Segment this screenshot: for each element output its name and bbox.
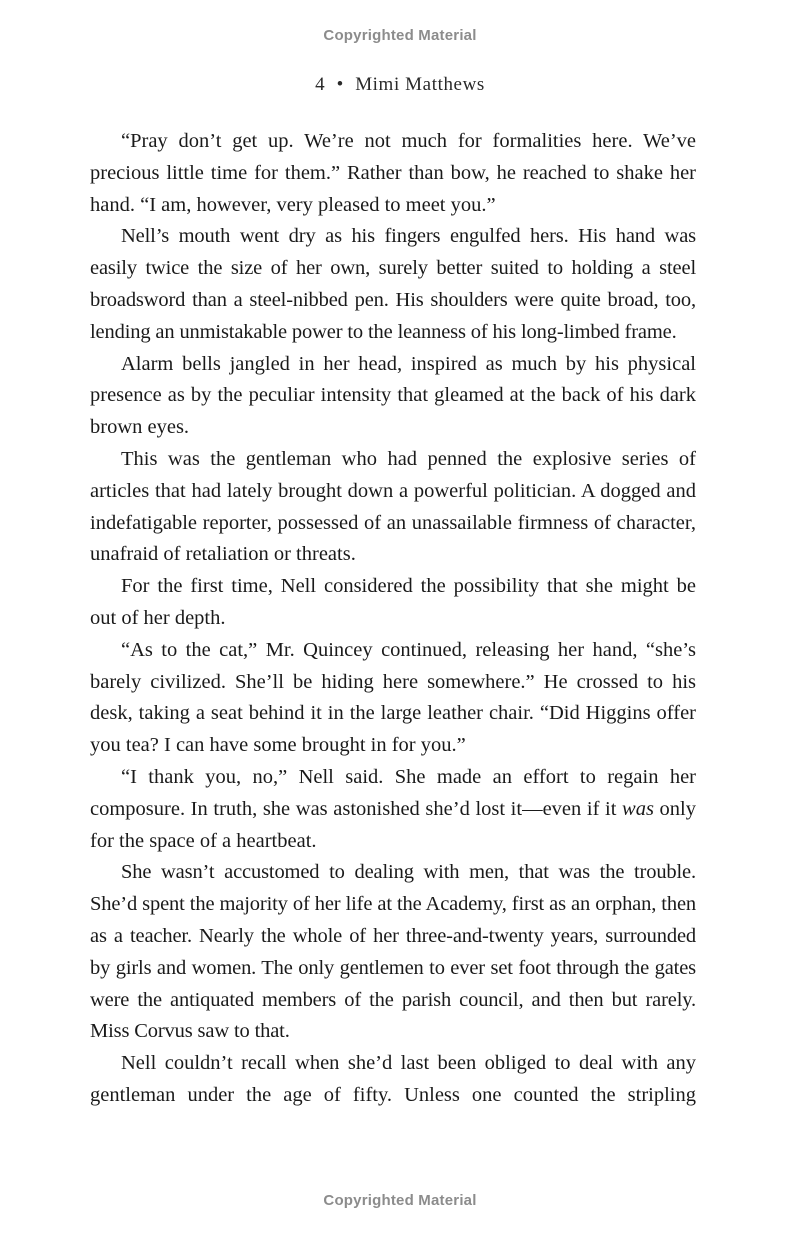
paragraph-7 xyxy=(90,762,696,857)
page-number: 4 xyxy=(315,74,326,95)
paragraph-8: She wasn’t accustomed to dealing with men, that was the trouble. She’d spent the majority of her life at the Academy, first as an orphan, then as a teacher. Nearly the whole of her three-and-twenty years, surrounded by girls and women. The only gentlemen to ever set foot through the gates were the antiquated members of the parish council, and then but rarely. Miss Corvus saw to that. xyxy=(90,861,696,1043)
paragraph-3: Alarm bells jangled in her head, inspired as much by his physical presence as by the peculiar intensity that gleamed at the back of his dark brown eyes. xyxy=(90,352,696,439)
running-head xyxy=(0,74,800,96)
copyright-watermark-bottom: Copyrighted Material xyxy=(323,1192,477,1209)
paragraph-7-text-before: “I thank you, no,” Nell said. She made an effort to regain her composure. In truth, she was astonished she’d lost it—even if it xyxy=(90,765,696,820)
paragraph-6: “As to the cat,” Mr. Quincey continued, releasing her hand, “she’s barely civilized. She’ll be hiding here somewhere.” He crossed to his desk, taking a seat behind it in the large leather chair. “Did Higgins offer you tea? I can have some brought in for you.” xyxy=(90,638,696,757)
paragraph-5: For the first time, Nell considered the possibility that she might be out of her depth. xyxy=(90,575,696,629)
paragraph-4: This was the gentleman who had penned the explosive series of articles that had lately brought down a powerful politician. A dogged and indefatigable reporter, possessed of an unassailable firmness of character, unafraid of retaliation or threats. xyxy=(90,447,696,566)
paragraph-7-text-after: only for the space of a heartbeat. xyxy=(90,797,696,852)
copyright-watermark-top: Copyrighted Material xyxy=(323,27,477,44)
author-name: Mimi Matthews xyxy=(355,74,485,95)
paragraph-9: Nell couldn’t recall when she’d last been obliged to deal with any gentleman under the age of fifty. Unless one counted the stripling xyxy=(90,1052,696,1106)
paragraph-1: “Pray don’t get up. We’re not much for formalities here. We’ve precious little time for them.” Rather than bow, he reached to shake her hand. “I am, however, very pleased to meet you.” xyxy=(90,130,696,216)
paragraph-2: Nell’s mouth went dry as his fingers engulfed hers. His hand was easily twice the size of her own, surely better suited to holding a steel broadsword than a steel-nibbed pen. His shoulders were quite broad, too, lending an unmistakable power to the leanness of his long-limbed frame. xyxy=(90,225,696,343)
paragraph-7-emphasis: was xyxy=(622,797,654,820)
running-head-separator: • xyxy=(336,74,344,95)
page-body-text xyxy=(90,126,696,1112)
